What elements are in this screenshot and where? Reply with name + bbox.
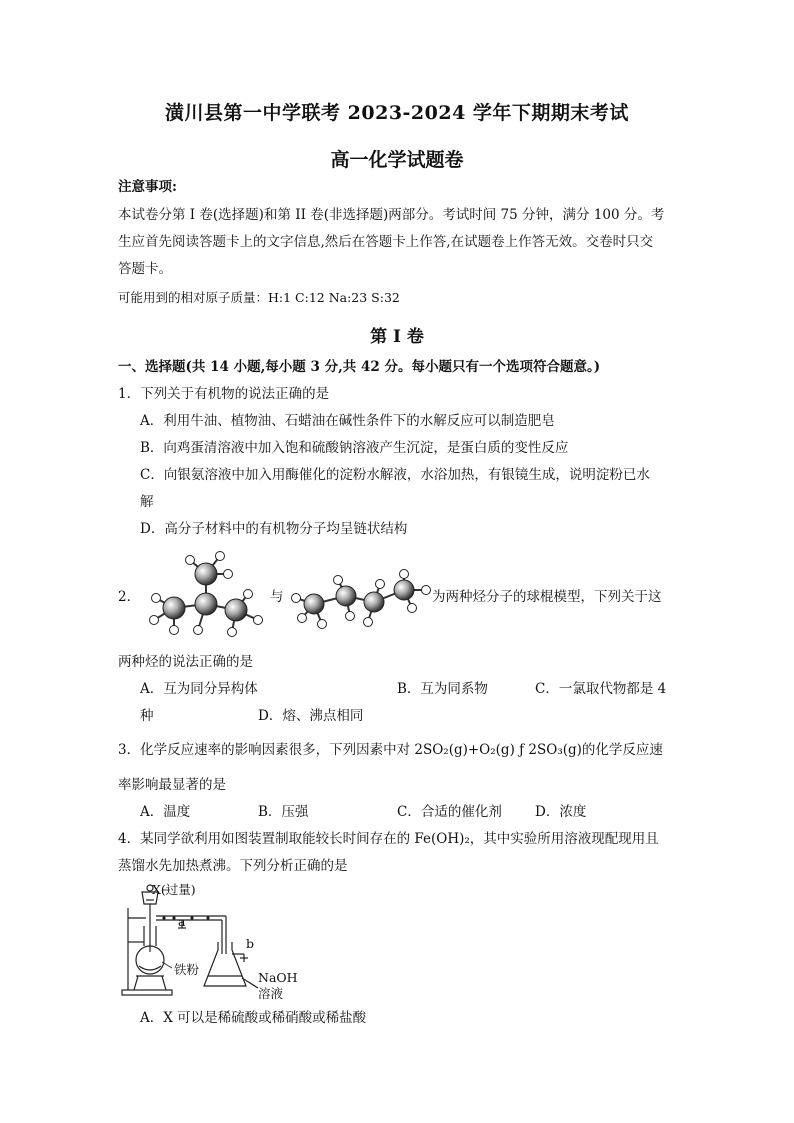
molecule-1-image bbox=[140, 550, 268, 642]
label-naoh: NaOH bbox=[258, 970, 298, 985]
q3-option-d: D．浓度 bbox=[535, 804, 587, 820]
q1-option-d: D．高分子材料中的有机物分子均呈链状结构 bbox=[140, 521, 408, 537]
q2-and: 与 bbox=[270, 589, 284, 605]
q2-stem-cont: 两种烃的说法正确的是 bbox=[118, 654, 253, 670]
q2-option-b: B．互为同系物 bbox=[397, 681, 488, 697]
q1-option-b: B．向鸡蛋清溶液中加入饱和硫酸钠溶液产生沉淀，是蛋白质的变性反应 bbox=[140, 440, 569, 456]
q2-option-c: C．一氯取代物都是 4 bbox=[535, 681, 667, 697]
q1-option-c-cont: 解 bbox=[140, 494, 154, 510]
q3-option-a: A．温度 bbox=[140, 804, 191, 820]
label-valve-b: b bbox=[246, 936, 255, 951]
label-x-excess: X(过量) bbox=[152, 882, 196, 897]
label-iron-powder: 铁粉 bbox=[174, 962, 200, 977]
q3-option-b: B．压强 bbox=[258, 804, 309, 820]
notes-line-3: 答题卡。 bbox=[118, 261, 172, 277]
molecule-2-image bbox=[288, 568, 432, 634]
section-instruction: 一、选择题(共 14 小题,每小题 3 分,共 42 分。每小题只有一个选项符合题意。) bbox=[118, 359, 601, 375]
q4-stem: 4．某同学欲利用如图装置制取能较长时间存在的 Fe(OH)₂，其中实验所用溶液现配现用且 bbox=[118, 831, 659, 847]
q3-stem: 3．化学反应速率的影响因素很多，下列因素中对 2SO₂(g)+O₂(g) ƒ 2SO₃(g)的化学反应速 bbox=[118, 742, 663, 758]
q2-option-d: D．熔、沸点相同 bbox=[258, 708, 364, 724]
label-solution: 溶液 bbox=[258, 986, 284, 1001]
q4-stem-cont: 蒸馏水先加热煮沸。下列分析正确的是 bbox=[118, 858, 348, 874]
atomic-masses: 可能用到的相对原子质量：H:1 C:12 Na:23 S:32 bbox=[118, 290, 400, 305]
notes-line-2: 生应首先阅读答题卡上的文字信息,然后在答题卡上作答,在试题卷上作答无效。交卷时只交 bbox=[118, 234, 654, 250]
notes-line-1: 本试卷分第 I 卷(选择题)和第 II 卷(非选择题)两部分。考试时间 75 分钟，满分 100 分。考 bbox=[118, 207, 665, 223]
apparatus-diagram bbox=[120, 882, 320, 1004]
q1-stem: 1．下列关于有机物的说法正确的是 bbox=[118, 386, 330, 402]
q3-option-c: C．合适的催化剂 bbox=[397, 804, 502, 820]
notes-heading: 注意事项: bbox=[118, 179, 177, 195]
q1-option-c: C．向银氨溶液中加入用酶催化的淀粉水解液，水浴加热，有银镜生成，说明淀粉已水 bbox=[140, 467, 650, 483]
q2-number: 2． bbox=[118, 589, 141, 605]
exam-subtitle: 高一化学试题卷 bbox=[330, 149, 464, 171]
q1-option-a: A．利用牛油、植物油、石蜡油在碱性条件下的水解反应可以制造肥皂 bbox=[140, 413, 555, 429]
q2-option-a: A．互为同分异构体 bbox=[140, 681, 258, 697]
q2-stem-tail: 为两种烃分子的球棍模型，下列关于这 bbox=[432, 589, 662, 605]
q3-stem-cont: 率影响最显著的是 bbox=[118, 777, 226, 793]
label-valve-a: a bbox=[178, 914, 186, 929]
q2-option-c-cont: 种 bbox=[140, 708, 154, 724]
exam-title: 潢川县第一中学联考 2023-2024 学年下期期末考试 bbox=[165, 102, 629, 124]
q4-option-a: A．X 可以是稀硫酸或稀硝酸或稀盐酸 bbox=[140, 1010, 367, 1026]
section-title: 第 I 卷 bbox=[370, 327, 424, 347]
